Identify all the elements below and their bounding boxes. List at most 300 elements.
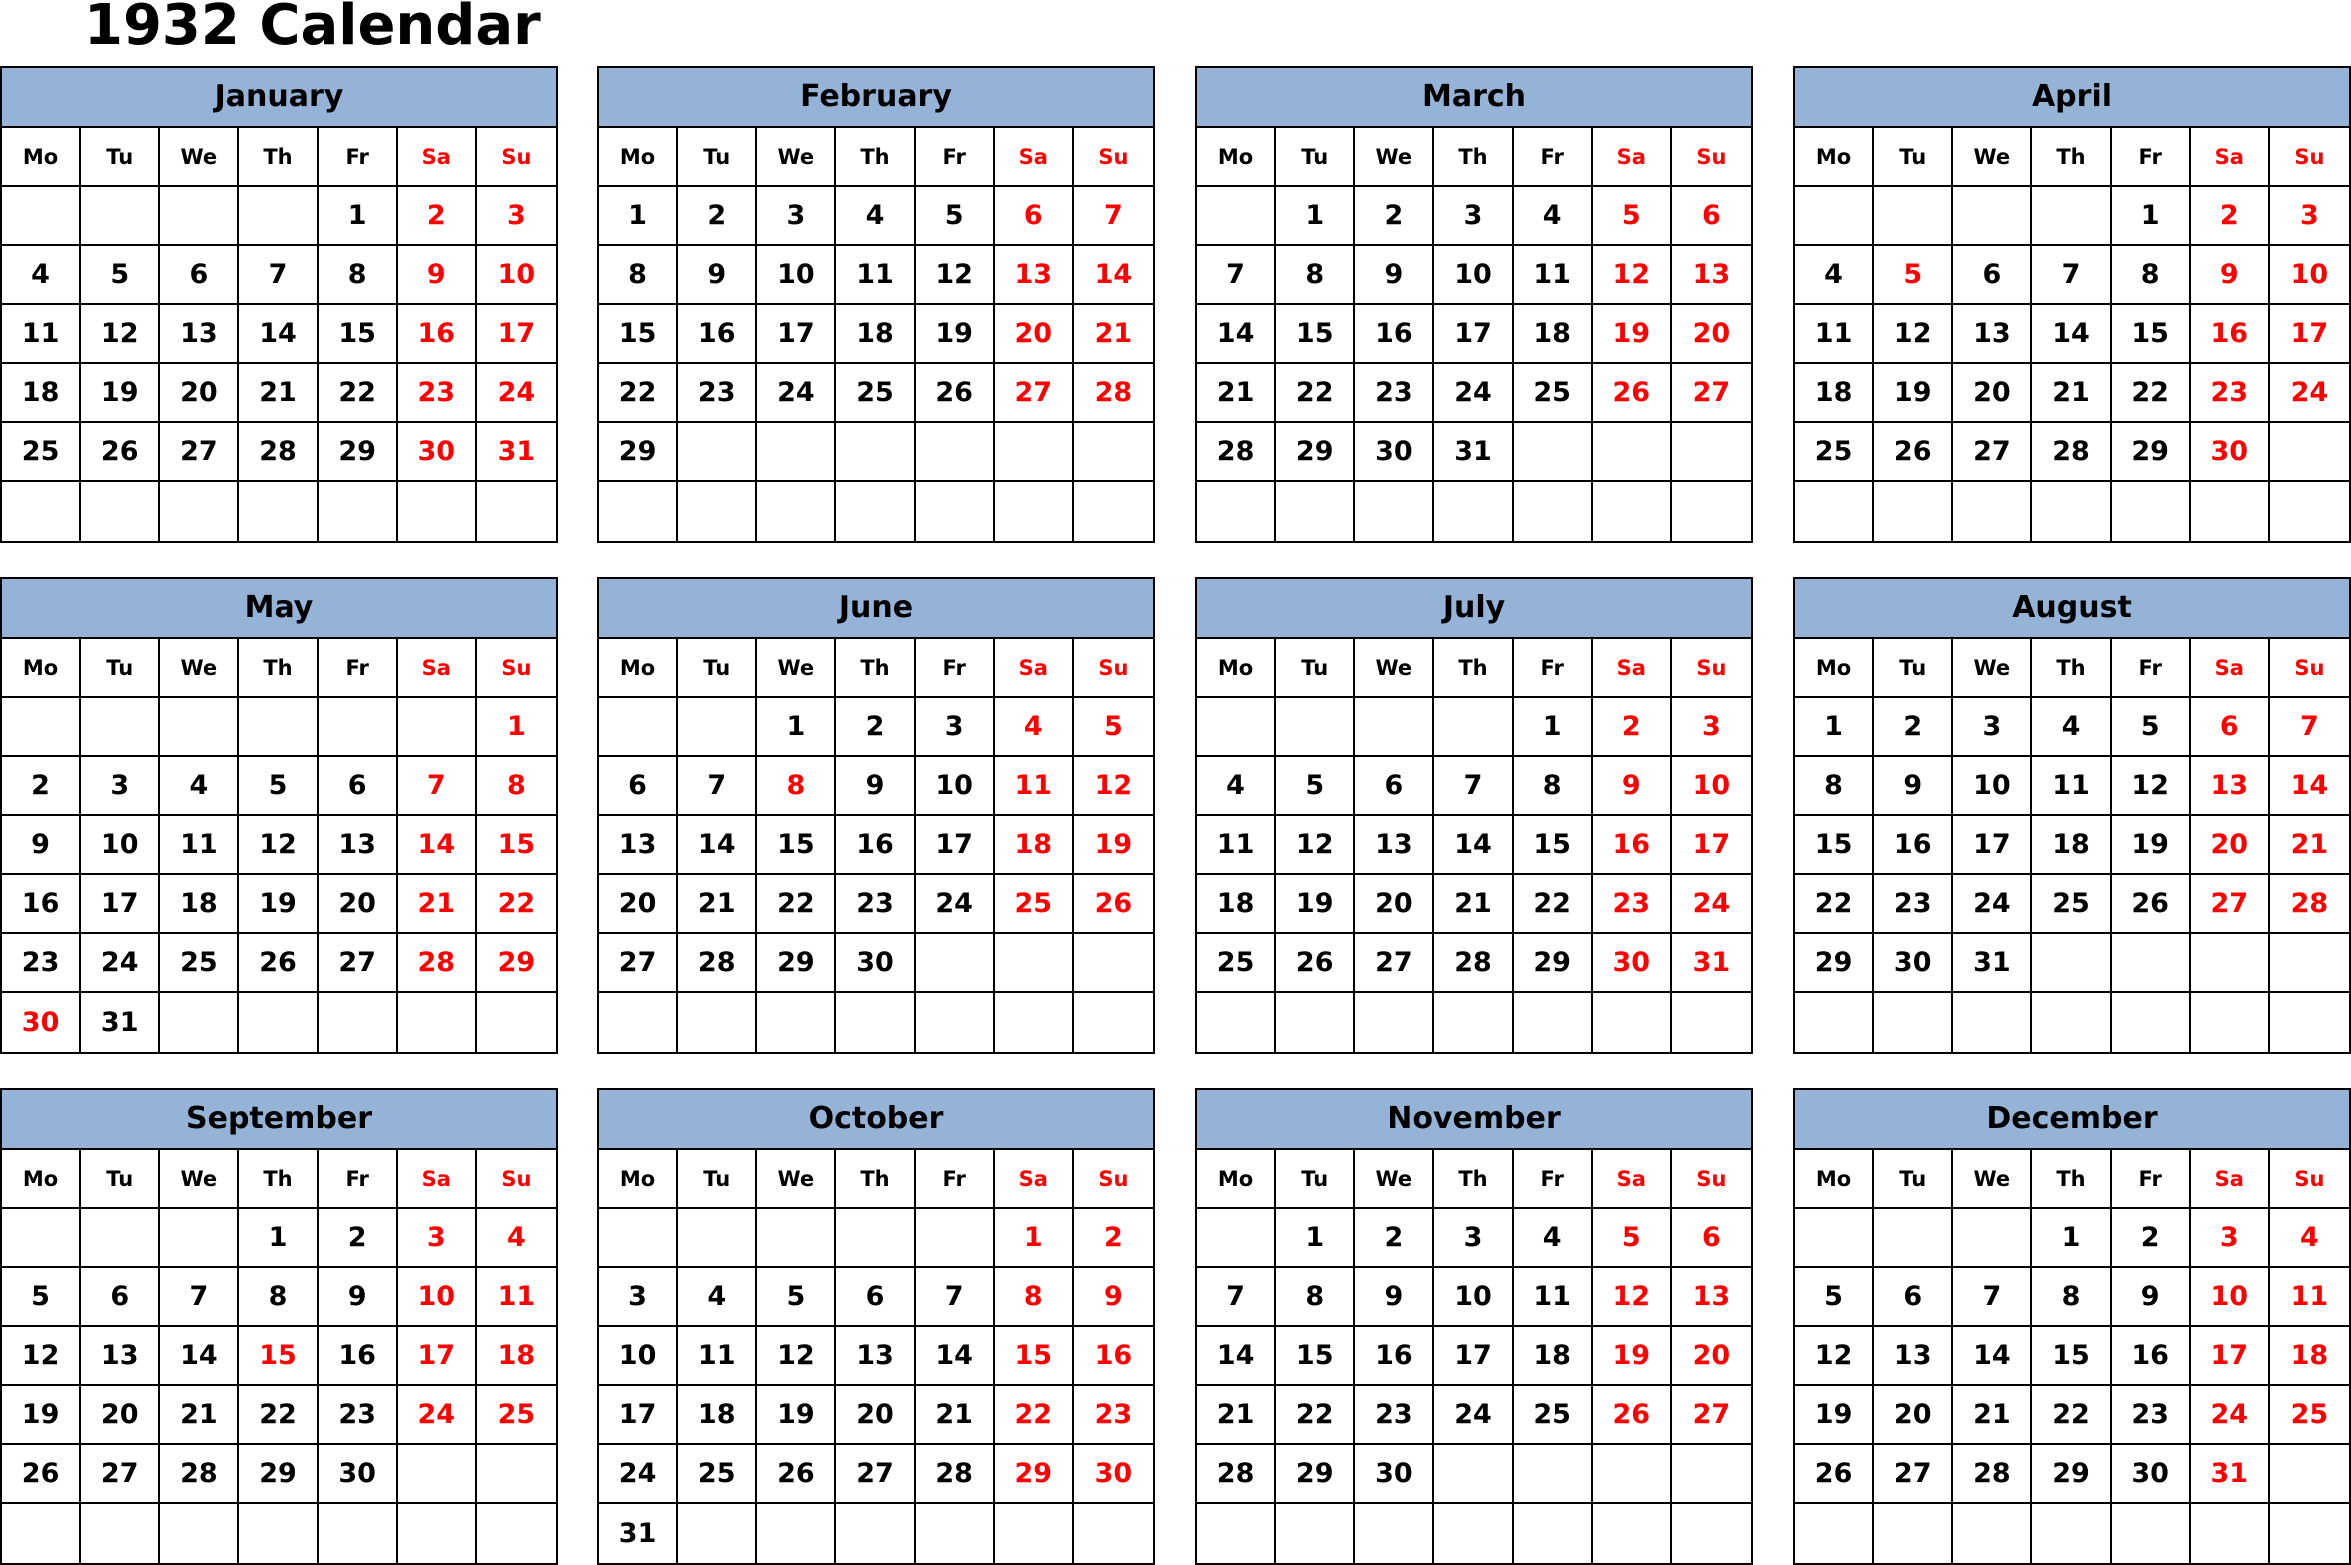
day-cell: 2 bbox=[836, 698, 915, 757]
empty-cell bbox=[398, 1504, 477, 1563]
weekday-header: Su bbox=[2270, 128, 2349, 187]
month-november bbox=[1195, 1088, 1753, 1565]
page-title: 1932 Calendar bbox=[84, 0, 541, 58]
day-cell: 23 bbox=[1355, 364, 1434, 423]
empty-cell bbox=[678, 993, 757, 1052]
empty-cell bbox=[1795, 1504, 1874, 1563]
empty-cell bbox=[1514, 993, 1593, 1052]
weekday-header: Sa bbox=[2191, 1150, 2270, 1209]
day-cell: 4 bbox=[1795, 246, 1874, 305]
empty-cell bbox=[2032, 187, 2111, 246]
day-cell: 8 bbox=[239, 1268, 318, 1327]
empty-cell bbox=[239, 993, 318, 1052]
day-cell: 14 bbox=[1197, 305, 1276, 364]
empty-cell bbox=[757, 993, 836, 1052]
weekday-header: We bbox=[1355, 1150, 1434, 1209]
day-cell: 8 bbox=[1795, 757, 1874, 816]
day-cell: 14 bbox=[239, 305, 318, 364]
day-cell: 24 bbox=[916, 875, 995, 934]
day-cell: 6 bbox=[1672, 1209, 1751, 1268]
month-february bbox=[597, 66, 1155, 543]
empty-cell bbox=[81, 187, 160, 246]
empty-cell bbox=[2, 482, 81, 541]
day-cell: 27 bbox=[81, 1445, 160, 1504]
empty-cell bbox=[2, 698, 81, 757]
day-cell: 12 bbox=[239, 816, 318, 875]
empty-cell bbox=[1672, 1504, 1751, 1563]
weekday-header: Sa bbox=[1593, 128, 1672, 187]
month-days-grid bbox=[2, 128, 556, 541]
empty-cell bbox=[2191, 993, 2270, 1052]
day-cell: 7 bbox=[2270, 698, 2349, 757]
empty-cell bbox=[1593, 1445, 1672, 1504]
weekday-header: Fr bbox=[916, 128, 995, 187]
day-cell: 6 bbox=[2191, 698, 2270, 757]
weekday-header: Mo bbox=[1197, 128, 1276, 187]
day-cell: 14 bbox=[916, 1327, 995, 1386]
month-january bbox=[0, 66, 558, 543]
empty-cell bbox=[678, 1209, 757, 1268]
day-cell: 2 bbox=[678, 187, 757, 246]
weekday-header: We bbox=[1953, 639, 2032, 698]
day-cell: 22 bbox=[2112, 364, 2191, 423]
weekday-header: Tu bbox=[678, 128, 757, 187]
weekday-header: Su bbox=[1672, 639, 1751, 698]
day-cell: 4 bbox=[678, 1268, 757, 1327]
month-name: December bbox=[1795, 1090, 2349, 1150]
empty-cell bbox=[1434, 698, 1513, 757]
day-cell: 20 bbox=[160, 364, 239, 423]
weekday-header: Mo bbox=[2, 128, 81, 187]
day-cell: 10 bbox=[757, 246, 836, 305]
day-cell: 18 bbox=[1514, 1327, 1593, 1386]
day-cell: 28 bbox=[1434, 934, 1513, 993]
day-cell: 7 bbox=[160, 1268, 239, 1327]
month-july bbox=[1195, 577, 1753, 1054]
day-cell: 20 bbox=[836, 1386, 915, 1445]
weekday-header: Tu bbox=[678, 639, 757, 698]
day-cell: 11 bbox=[678, 1327, 757, 1386]
day-cell: 18 bbox=[678, 1386, 757, 1445]
day-cell: 3 bbox=[2270, 187, 2349, 246]
day-cell: 29 bbox=[1795, 934, 1874, 993]
day-cell: 30 bbox=[1355, 1445, 1434, 1504]
day-cell: 2 bbox=[1355, 1209, 1434, 1268]
empty-cell bbox=[1953, 187, 2032, 246]
empty-cell bbox=[2, 187, 81, 246]
day-cell: 28 bbox=[398, 934, 477, 993]
empty-cell bbox=[1276, 482, 1355, 541]
day-cell: 26 bbox=[1074, 875, 1153, 934]
empty-cell bbox=[2032, 993, 2111, 1052]
day-cell: 1 bbox=[319, 187, 398, 246]
day-cell: 16 bbox=[398, 305, 477, 364]
day-cell: 9 bbox=[2112, 1268, 2191, 1327]
day-cell: 21 bbox=[398, 875, 477, 934]
empty-cell bbox=[1795, 993, 1874, 1052]
day-cell: 26 bbox=[81, 423, 160, 482]
month-name: November bbox=[1197, 1090, 1751, 1150]
day-cell: 25 bbox=[1795, 423, 1874, 482]
day-cell: 20 bbox=[1874, 1386, 1953, 1445]
day-cell: 4 bbox=[995, 698, 1074, 757]
month-october bbox=[597, 1088, 1155, 1565]
weekday-header: Fr bbox=[2112, 639, 2191, 698]
empty-cell bbox=[1434, 1504, 1513, 1563]
day-cell: 8 bbox=[995, 1268, 1074, 1327]
empty-cell bbox=[477, 482, 556, 541]
day-cell: 13 bbox=[1355, 816, 1434, 875]
empty-cell bbox=[2270, 482, 2349, 541]
weekday-header: Sa bbox=[1593, 1150, 1672, 1209]
empty-cell bbox=[995, 934, 1074, 993]
day-cell: 24 bbox=[2270, 364, 2349, 423]
day-cell: 28 bbox=[239, 423, 318, 482]
month-days-grid bbox=[1795, 1150, 2349, 1563]
day-cell: 10 bbox=[916, 757, 995, 816]
weekday-header: Fr bbox=[1514, 639, 1593, 698]
day-cell: 23 bbox=[836, 875, 915, 934]
day-cell: 3 bbox=[477, 187, 556, 246]
weekday-header: We bbox=[1953, 128, 2032, 187]
day-cell: 12 bbox=[1593, 1268, 1672, 1327]
day-cell: 7 bbox=[1197, 246, 1276, 305]
day-cell: 3 bbox=[398, 1209, 477, 1268]
day-cell: 11 bbox=[1514, 1268, 1593, 1327]
day-cell: 3 bbox=[1434, 1209, 1513, 1268]
day-cell: 12 bbox=[1276, 816, 1355, 875]
day-cell: 5 bbox=[1874, 246, 1953, 305]
day-cell: 4 bbox=[2270, 1209, 2349, 1268]
day-cell: 23 bbox=[1074, 1386, 1153, 1445]
weekday-header: Sa bbox=[2191, 128, 2270, 187]
empty-cell bbox=[995, 993, 1074, 1052]
empty-cell bbox=[1434, 993, 1513, 1052]
day-cell: 27 bbox=[1953, 423, 2032, 482]
month-name: July bbox=[1197, 579, 1751, 639]
day-cell: 17 bbox=[599, 1386, 678, 1445]
day-cell: 21 bbox=[2270, 816, 2349, 875]
empty-cell bbox=[477, 1445, 556, 1504]
day-cell: 16 bbox=[1593, 816, 1672, 875]
weekday-header: Su bbox=[2270, 639, 2349, 698]
weekday-header: Tu bbox=[1874, 639, 1953, 698]
day-cell: 22 bbox=[1276, 364, 1355, 423]
weekday-header: Tu bbox=[81, 639, 160, 698]
day-cell: 5 bbox=[1593, 1209, 1672, 1268]
day-cell: 21 bbox=[239, 364, 318, 423]
empty-cell bbox=[1795, 482, 1874, 541]
day-cell: 17 bbox=[398, 1327, 477, 1386]
day-cell: 25 bbox=[2270, 1386, 2349, 1445]
day-cell: 10 bbox=[81, 816, 160, 875]
day-cell: 12 bbox=[1874, 305, 1953, 364]
day-cell: 5 bbox=[757, 1268, 836, 1327]
day-cell: 11 bbox=[1514, 246, 1593, 305]
day-cell: 13 bbox=[81, 1327, 160, 1386]
day-cell: 31 bbox=[1672, 934, 1751, 993]
empty-cell bbox=[239, 1504, 318, 1563]
day-cell: 7 bbox=[1197, 1268, 1276, 1327]
empty-cell bbox=[757, 482, 836, 541]
day-cell: 9 bbox=[1355, 1268, 1434, 1327]
day-cell: 10 bbox=[398, 1268, 477, 1327]
month-september bbox=[0, 1088, 558, 1565]
empty-cell bbox=[2032, 482, 2111, 541]
day-cell: 6 bbox=[319, 757, 398, 816]
day-cell: 6 bbox=[836, 1268, 915, 1327]
empty-cell bbox=[81, 698, 160, 757]
day-cell: 27 bbox=[599, 934, 678, 993]
empty-cell bbox=[678, 423, 757, 482]
empty-cell bbox=[836, 482, 915, 541]
day-cell: 31 bbox=[2191, 1445, 2270, 1504]
day-cell: 19 bbox=[1074, 816, 1153, 875]
empty-cell bbox=[160, 482, 239, 541]
day-cell: 14 bbox=[1197, 1327, 1276, 1386]
empty-cell bbox=[2112, 993, 2191, 1052]
month-name: August bbox=[1795, 579, 2349, 639]
weekday-header: Th bbox=[836, 639, 915, 698]
day-cell: 18 bbox=[836, 305, 915, 364]
empty-cell bbox=[1514, 1504, 1593, 1563]
empty-cell bbox=[757, 1209, 836, 1268]
day-cell: 19 bbox=[2112, 816, 2191, 875]
day-cell: 1 bbox=[757, 698, 836, 757]
day-cell: 30 bbox=[1355, 423, 1434, 482]
weekday-header: Tu bbox=[1276, 128, 1355, 187]
empty-cell bbox=[2032, 1504, 2111, 1563]
day-cell: 20 bbox=[1672, 305, 1751, 364]
weekday-header: Sa bbox=[995, 639, 1074, 698]
empty-cell bbox=[398, 698, 477, 757]
empty-cell bbox=[2270, 1445, 2349, 1504]
day-cell: 12 bbox=[1795, 1327, 1874, 1386]
day-cell: 20 bbox=[995, 305, 1074, 364]
day-cell: 17 bbox=[477, 305, 556, 364]
weekday-header: Mo bbox=[1197, 1150, 1276, 1209]
day-cell: 8 bbox=[1514, 757, 1593, 816]
day-cell: 23 bbox=[678, 364, 757, 423]
day-cell: 1 bbox=[995, 1209, 1074, 1268]
month-name: April bbox=[1795, 68, 2349, 128]
day-cell: 26 bbox=[239, 934, 318, 993]
day-cell: 14 bbox=[678, 816, 757, 875]
weekday-header: We bbox=[160, 128, 239, 187]
day-cell: 2 bbox=[319, 1209, 398, 1268]
day-cell: 26 bbox=[2112, 875, 2191, 934]
day-cell: 26 bbox=[757, 1445, 836, 1504]
empty-cell bbox=[916, 482, 995, 541]
empty-cell bbox=[1874, 482, 1953, 541]
day-cell: 11 bbox=[836, 246, 915, 305]
weekday-header: Th bbox=[1434, 1150, 1513, 1209]
empty-cell bbox=[1953, 993, 2032, 1052]
day-cell: 9 bbox=[398, 246, 477, 305]
weekday-header: Mo bbox=[599, 639, 678, 698]
weekday-header: Th bbox=[239, 639, 318, 698]
day-cell: 27 bbox=[1874, 1445, 1953, 1504]
weekday-header: Su bbox=[477, 1150, 556, 1209]
day-cell: 19 bbox=[81, 364, 160, 423]
day-cell: 5 bbox=[239, 757, 318, 816]
day-cell: 6 bbox=[995, 187, 1074, 246]
day-cell: 13 bbox=[1874, 1327, 1953, 1386]
month-name: May bbox=[2, 579, 556, 639]
weekday-header: We bbox=[160, 1150, 239, 1209]
day-cell: 12 bbox=[757, 1327, 836, 1386]
day-cell: 4 bbox=[160, 757, 239, 816]
empty-cell bbox=[836, 423, 915, 482]
weekday-header: Su bbox=[1074, 639, 1153, 698]
day-cell: 23 bbox=[2191, 364, 2270, 423]
day-cell: 1 bbox=[239, 1209, 318, 1268]
day-cell: 31 bbox=[1953, 934, 2032, 993]
weekday-header: Mo bbox=[599, 128, 678, 187]
day-cell: 28 bbox=[1953, 1445, 2032, 1504]
day-cell: 5 bbox=[2, 1268, 81, 1327]
day-cell: 2 bbox=[398, 187, 477, 246]
empty-cell bbox=[319, 993, 398, 1052]
day-cell: 9 bbox=[319, 1268, 398, 1327]
day-cell: 1 bbox=[2112, 187, 2191, 246]
day-cell: 19 bbox=[757, 1386, 836, 1445]
day-cell: 28 bbox=[916, 1445, 995, 1504]
day-cell: 20 bbox=[599, 875, 678, 934]
weekday-header: Fr bbox=[319, 1150, 398, 1209]
day-cell: 18 bbox=[477, 1327, 556, 1386]
day-cell: 10 bbox=[1672, 757, 1751, 816]
weekday-header: Th bbox=[2032, 1150, 2111, 1209]
day-cell: 29 bbox=[1276, 423, 1355, 482]
weekday-header: Th bbox=[2032, 639, 2111, 698]
empty-cell bbox=[1434, 482, 1513, 541]
day-cell: 14 bbox=[398, 816, 477, 875]
day-cell: 22 bbox=[1795, 875, 1874, 934]
empty-cell bbox=[1355, 1504, 1434, 1563]
day-cell: 7 bbox=[1953, 1268, 2032, 1327]
weekday-header: Su bbox=[477, 128, 556, 187]
day-cell: 30 bbox=[1074, 1445, 1153, 1504]
weekday-header: Fr bbox=[916, 639, 995, 698]
day-cell: 13 bbox=[995, 246, 1074, 305]
weekday-header: Tu bbox=[1874, 128, 1953, 187]
empty-cell bbox=[1593, 423, 1672, 482]
day-cell: 28 bbox=[2270, 875, 2349, 934]
empty-cell bbox=[160, 698, 239, 757]
day-cell: 28 bbox=[1197, 1445, 1276, 1504]
day-cell: 7 bbox=[239, 246, 318, 305]
empty-cell bbox=[2, 1504, 81, 1563]
empty-cell bbox=[1355, 698, 1434, 757]
day-cell: 19 bbox=[2, 1386, 81, 1445]
empty-cell bbox=[239, 698, 318, 757]
day-cell: 15 bbox=[1276, 305, 1355, 364]
empty-cell bbox=[160, 187, 239, 246]
day-cell: 29 bbox=[319, 423, 398, 482]
empty-cell bbox=[398, 1445, 477, 1504]
day-cell: 9 bbox=[1074, 1268, 1153, 1327]
empty-cell bbox=[1874, 993, 1953, 1052]
month-december bbox=[1793, 1088, 2351, 1565]
day-cell: 15 bbox=[319, 305, 398, 364]
empty-cell bbox=[599, 1209, 678, 1268]
day-cell: 5 bbox=[1593, 187, 1672, 246]
empty-cell bbox=[160, 1209, 239, 1268]
weekday-header: Mo bbox=[1795, 1150, 1874, 1209]
weekday-header: Tu bbox=[1276, 1150, 1355, 1209]
day-cell: 15 bbox=[1514, 816, 1593, 875]
month-may bbox=[0, 577, 558, 1054]
day-cell: 15 bbox=[477, 816, 556, 875]
empty-cell bbox=[2032, 934, 2111, 993]
day-cell: 5 bbox=[2112, 698, 2191, 757]
day-cell: 22 bbox=[599, 364, 678, 423]
weekday-header: We bbox=[1355, 128, 1434, 187]
weekday-header: Su bbox=[1672, 1150, 1751, 1209]
day-cell: 10 bbox=[1434, 1268, 1513, 1327]
day-cell: 21 bbox=[1197, 364, 1276, 423]
day-cell: 3 bbox=[1953, 698, 2032, 757]
day-cell: 31 bbox=[81, 993, 160, 1052]
day-cell: 8 bbox=[599, 246, 678, 305]
day-cell: 20 bbox=[1672, 1327, 1751, 1386]
day-cell: 18 bbox=[1514, 305, 1593, 364]
weekday-header: Sa bbox=[2191, 639, 2270, 698]
day-cell: 30 bbox=[319, 1445, 398, 1504]
day-cell: 4 bbox=[1514, 187, 1593, 246]
day-cell: 20 bbox=[1953, 364, 2032, 423]
day-cell: 7 bbox=[916, 1268, 995, 1327]
weekday-header: We bbox=[160, 639, 239, 698]
day-cell: 2 bbox=[1874, 698, 1953, 757]
day-cell: 23 bbox=[2, 934, 81, 993]
empty-cell bbox=[1197, 482, 1276, 541]
day-cell: 23 bbox=[1593, 875, 1672, 934]
day-cell: 6 bbox=[160, 246, 239, 305]
day-cell: 24 bbox=[1434, 1386, 1513, 1445]
day-cell: 14 bbox=[1074, 246, 1153, 305]
empty-cell bbox=[2112, 934, 2191, 993]
day-cell: 22 bbox=[477, 875, 556, 934]
empty-cell bbox=[2191, 1504, 2270, 1563]
empty-cell bbox=[1593, 482, 1672, 541]
day-cell: 13 bbox=[836, 1327, 915, 1386]
weekday-header: Tu bbox=[678, 1150, 757, 1209]
empty-cell bbox=[319, 482, 398, 541]
day-cell: 19 bbox=[1593, 305, 1672, 364]
day-cell: 16 bbox=[319, 1327, 398, 1386]
day-cell: 3 bbox=[81, 757, 160, 816]
day-cell: 22 bbox=[239, 1386, 318, 1445]
day-cell: 10 bbox=[1434, 246, 1513, 305]
day-cell: 21 bbox=[1434, 875, 1513, 934]
empty-cell bbox=[319, 1504, 398, 1563]
empty-cell bbox=[477, 1504, 556, 1563]
month-days-grid bbox=[2, 1150, 556, 1563]
day-cell: 25 bbox=[160, 934, 239, 993]
weekday-header: Th bbox=[1434, 128, 1513, 187]
day-cell: 25 bbox=[2, 423, 81, 482]
day-cell: 18 bbox=[160, 875, 239, 934]
day-cell: 29 bbox=[2032, 1445, 2111, 1504]
empty-cell bbox=[1953, 1209, 2032, 1268]
day-cell: 22 bbox=[1514, 875, 1593, 934]
day-cell: 16 bbox=[2191, 305, 2270, 364]
day-cell: 29 bbox=[2112, 423, 2191, 482]
weekday-header: We bbox=[757, 639, 836, 698]
empty-cell bbox=[916, 934, 995, 993]
